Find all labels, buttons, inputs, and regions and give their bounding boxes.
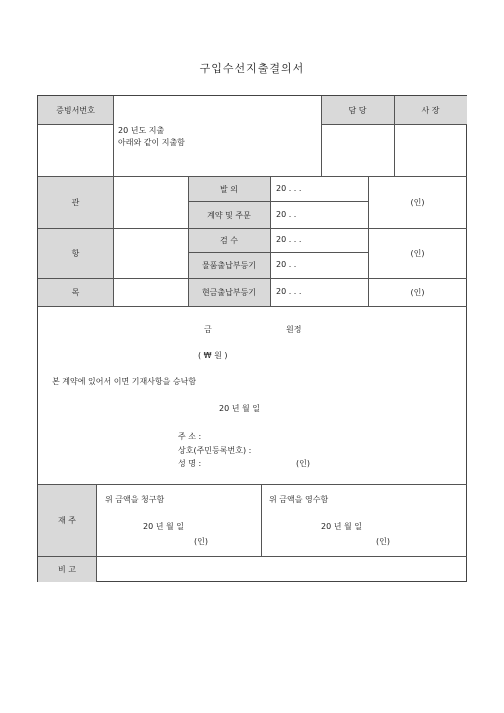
agreement-text: 본 계약에 있어서 이면 기재사항을 승낙함 [52, 377, 197, 386]
company-label: 상호(주민등록번호) : [178, 446, 252, 455]
row-date-contract: 20 . . [276, 210, 297, 219]
name-label: 성 명 : [178, 459, 202, 468]
row-date-goods-ledger: 20 . . [276, 260, 297, 269]
description-line: 아래와 같이 지출함 [118, 138, 185, 147]
row-date-cash-ledger: 20 . . . [276, 287, 302, 296]
address-label: 주 소 : [178, 432, 202, 441]
expenditure-form [37, 95, 467, 582]
row-label-goods-ledger: 물품출납부등기 [201, 261, 257, 270]
president-label: 사 장 [421, 106, 440, 115]
year-line: 20 년도 지출 [118, 126, 165, 135]
receipt-date: 20 년 월 일 [321, 522, 362, 531]
row-label-contract: 계약 및 주문 [207, 211, 251, 220]
seal-3: (인) [410, 288, 425, 297]
row-label-cash-ledger: 현금출납부등기 [201, 288, 257, 297]
gwan-label: 관 [71, 198, 80, 207]
jaeju-label: 재 주 [58, 516, 76, 525]
claim-date: 20 년 월 일 [143, 522, 184, 531]
hang-label: 항 [71, 249, 80, 258]
seal-1: (인) [410, 198, 425, 207]
won-line: ( ₩ 원 ) [198, 351, 228, 360]
row-label-balui: 발 의 [220, 185, 238, 194]
receipt-seal: (인) [376, 537, 390, 546]
manager-label: 담 당 [348, 106, 367, 115]
contract-date: 20 년 월 일 [219, 404, 260, 413]
claim-text: 위 금액을 청구함 [105, 495, 165, 504]
claim-seal: (인) [194, 537, 208, 546]
row-date-inspection: 20 . . . [276, 235, 302, 244]
mok-label: 목 [71, 288, 80, 297]
bigo-label: 비 고 [58, 565, 76, 574]
row-date-balui: 20 . . . [276, 184, 302, 193]
name-seal: (인) [296, 459, 310, 468]
row-label-inspection: 검 수 [220, 236, 238, 245]
document-title: 구입수선지출결의서 [199, 62, 305, 75]
amount-unit: 원정 [286, 325, 302, 334]
evidence-no-label: 증빙서번호 [56, 106, 95, 115]
receipt-text: 위 금액을 영수함 [269, 495, 329, 504]
seal-2: (인) [410, 249, 425, 258]
amount-label: 금 [204, 325, 212, 334]
